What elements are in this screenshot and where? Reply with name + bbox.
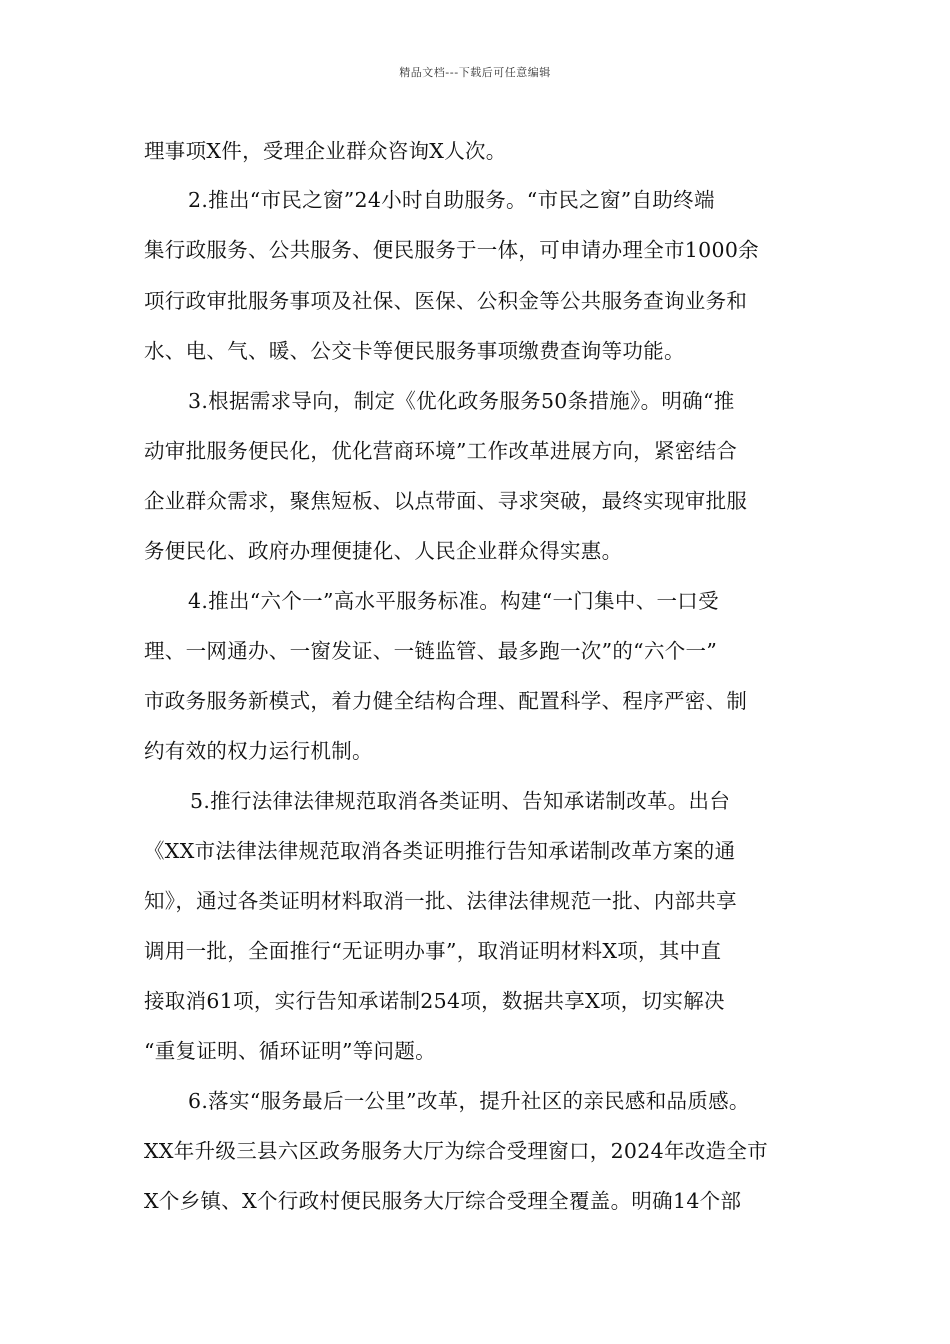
text-line: 市政务服务新模式，着力健全结构合理、配置科学、程序严密、制 [144,689,748,713]
text-line: X个乡镇、X个行政村便民服务大厅综合受理全覆盖。明确14个部 [144,1189,742,1213]
text-line: 约有效的权力运行机制。 [144,739,373,763]
text-line: 集行政服务、公共服务、便民服务于一体，可申请办理全市1000余 [144,238,759,262]
text-line: 务便民化、政府办理便捷化、人民企业群众得实惠。 [144,539,623,563]
text-line: 2.推出“市民之窗”24小时自助服务。“市民之窗”自助终端 [188,188,715,212]
text-line: 知》，通过各类证明材料取消一批、法律法律规范一批、内部共享 [144,889,737,913]
text-line: 企业群众需求，聚焦短板、以点带面、寻求突破，最终实现审批服 [144,489,748,513]
text-line: 《XX市法律法律规范取消各类证明推行告知承诺制改革方案的通 [144,839,736,863]
text-line: 理、一网通办、一窗发证、一链监管、最多跑一次”的“六个一” [144,639,718,663]
text-line: 4.推出“六个一”高水平服务标准。构建“一门集中、一口受 [188,589,719,613]
text-line: “重复证明、循环证明”等问题。 [144,1039,436,1063]
text-line: 水、电、气、暖、公交卡等便民服务事项缴费查询等功能。 [144,339,685,363]
page-header: 精品文档---下载后可任意编辑 [399,66,551,79]
text-line: 5.推行法律法律规范取消各类证明、告知承诺制改革。出台 [190,789,731,813]
text-line: 6.落实“服务最后一公里”改革，提升社区的亲民感和品质感。 [188,1089,750,1113]
text-line: XX年升级三县六区政务服务大厅为综合受理窗口，2024年改造全市 [144,1139,768,1163]
text-line: 接取消61项，实行告知承诺制254项，数据共享X项，切实解决 [144,989,725,1013]
text-line: 调用一批，全面推行“无证明办事”，取消证明材料X项，其中直 [144,939,722,963]
text-line: 项行政审批服务事项及社保、医保、公积金等公共服务查询业务和 [144,289,748,313]
text-line: 动审批服务便民化，优化营商环境”工作改革进展方向，紧密结合 [144,439,738,463]
text-line: 理事项X件，受理企业群众咨询X人次。 [144,139,507,163]
text-line: 3.根据需求导向，制定《优化政务服务50条措施》。明确“推 [188,389,735,413]
